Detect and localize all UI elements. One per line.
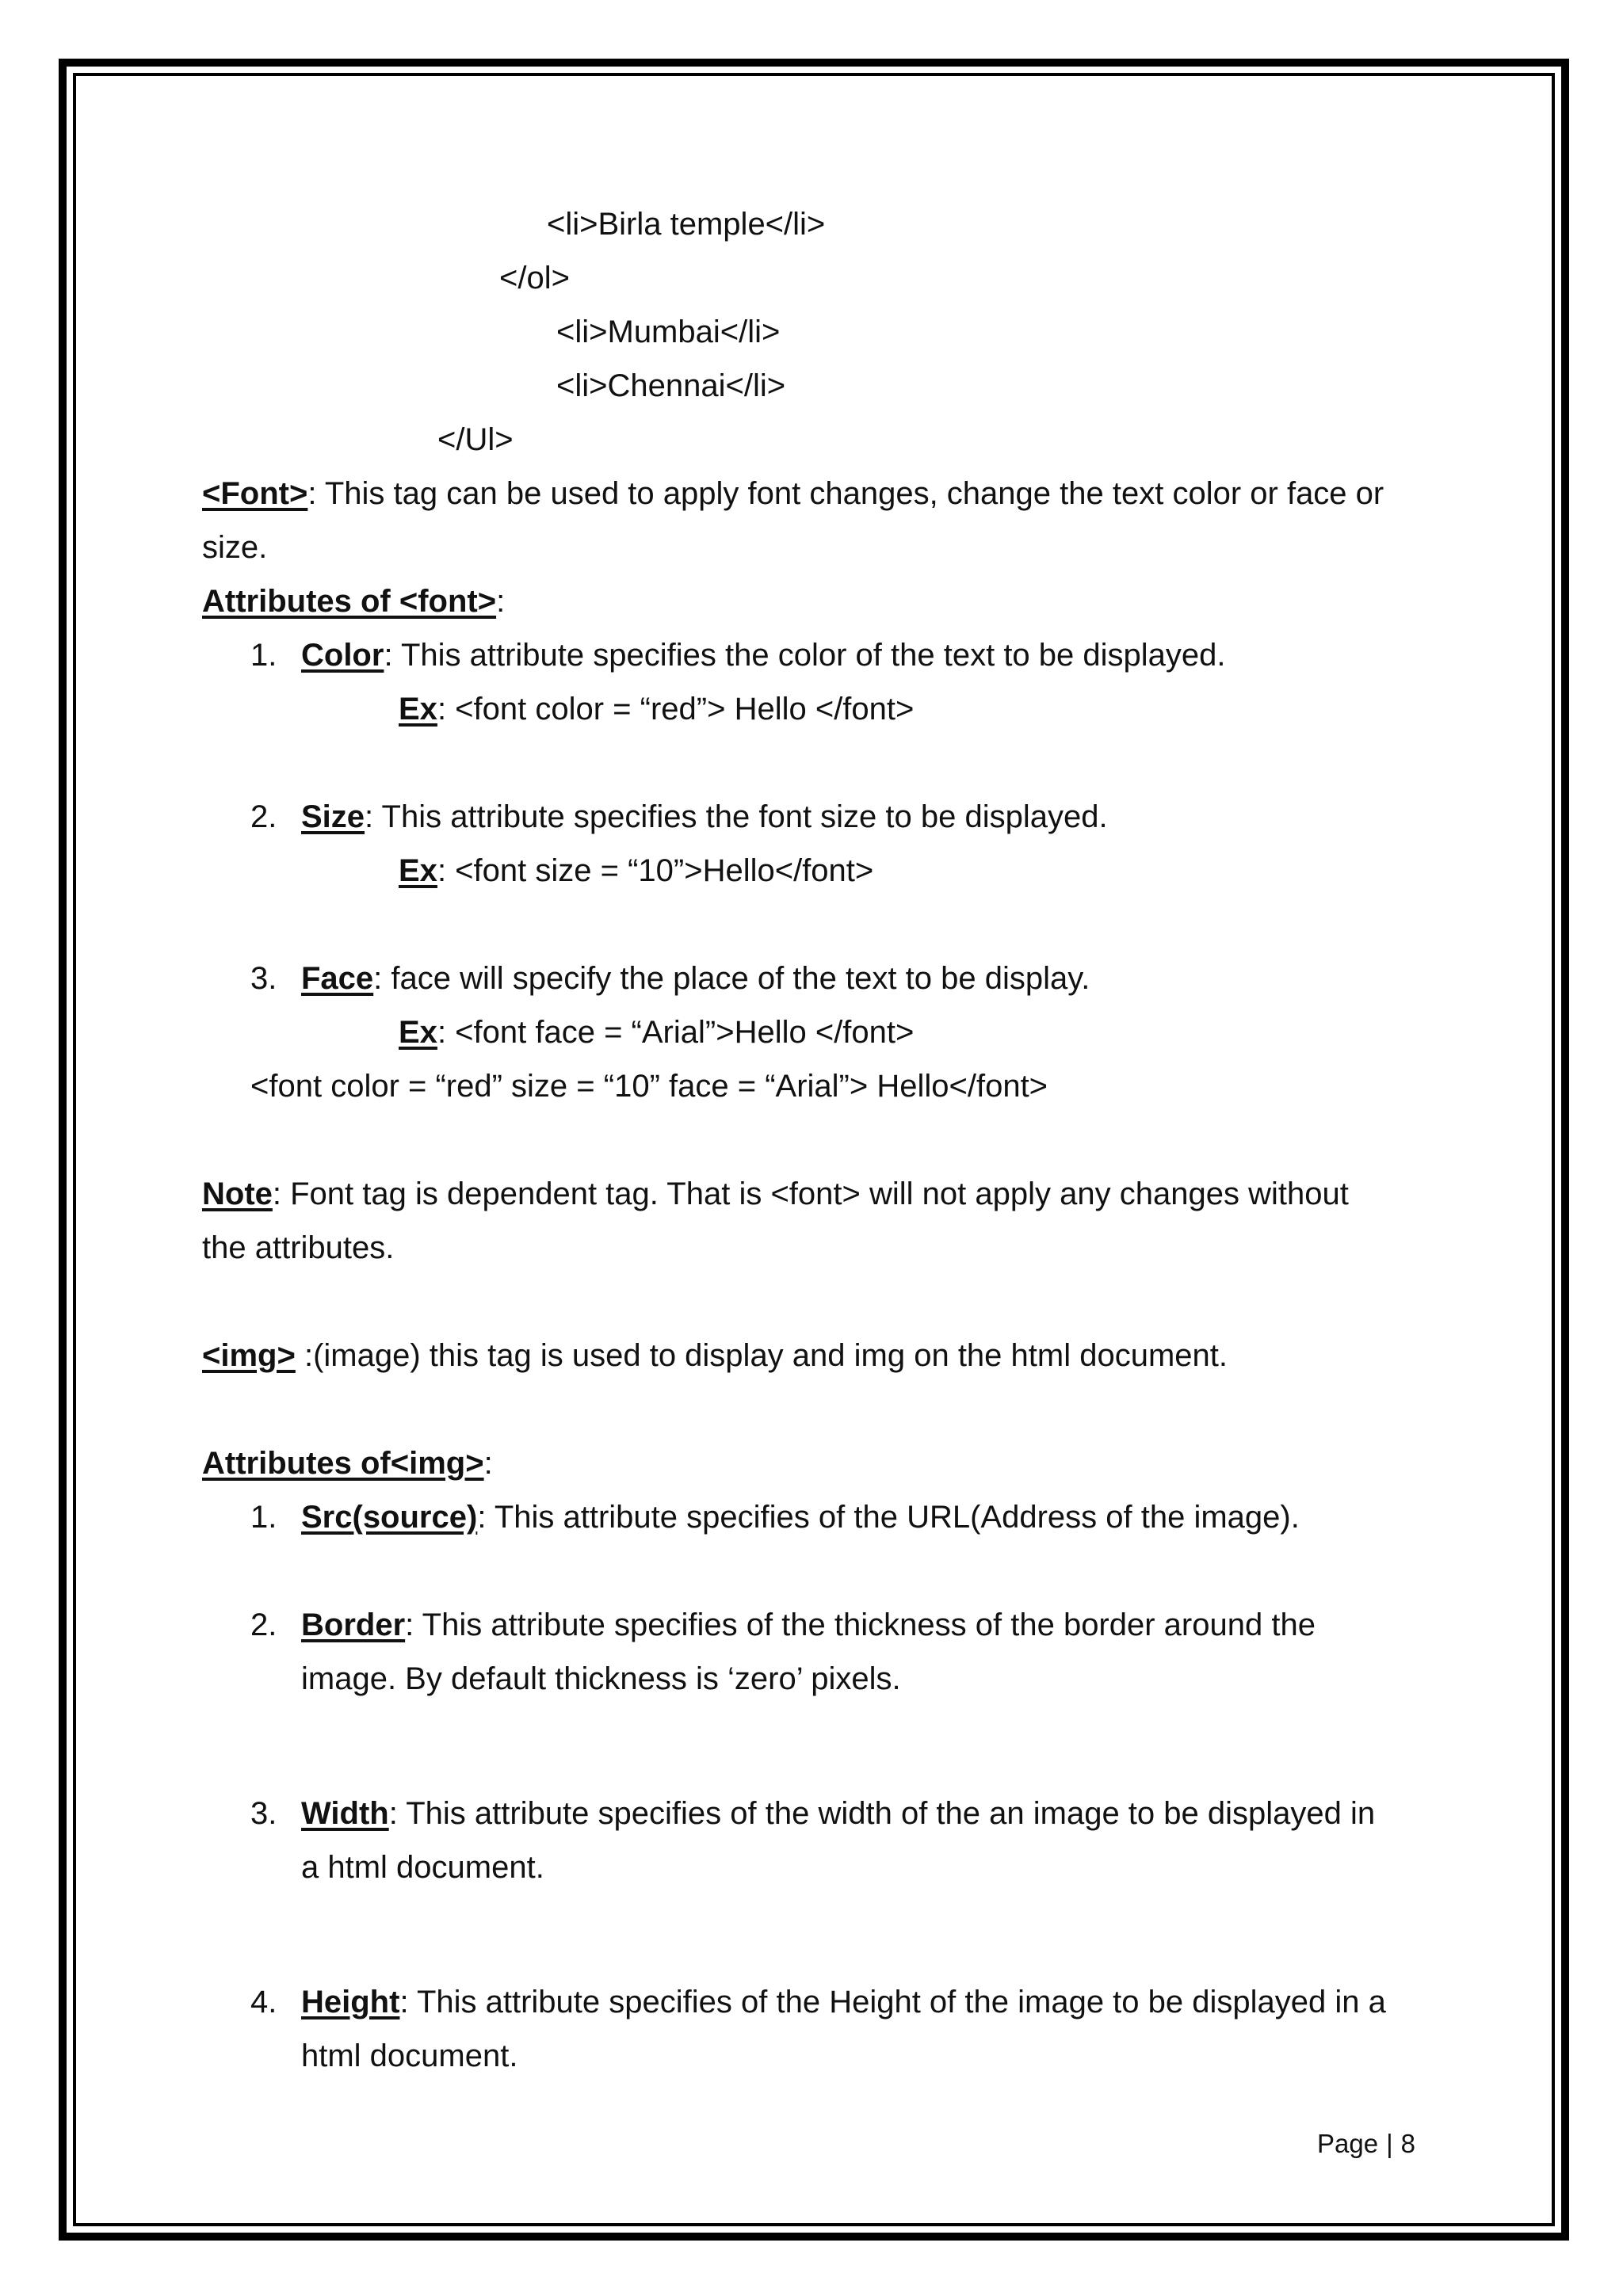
list-item: 4. Height: This attribute specifies of the Height of the image to be displayed in a [250, 1985, 1386, 2019]
font-tag-label: <Font> [202, 476, 308, 511]
note-label: Note [202, 1177, 273, 1211]
list-item: 2. Size: This attribute specifies the font size to be displayed. [250, 799, 1108, 834]
code-line: </ol> [499, 261, 570, 296]
combined-example: <font color = “red” size = “10” face = “Arial”> Hello</font> [250, 1069, 1048, 1104]
attribute-name: Size [301, 799, 365, 834]
list-item-cont: html document. [301, 2039, 518, 2073]
img-tag-label: <img> [202, 1338, 296, 1373]
page-footer [1317, 2128, 1415, 2160]
example-line: Ex: <font color = “red”> Hello </font> [399, 692, 915, 727]
page-number: 8 [1400, 2129, 1416, 2158]
img-attributes-heading-label: Attributes of<img> [202, 1446, 484, 1481]
list-item: 3. Width: This attribute specifies of the width of the an image to be displayed in [250, 1796, 1376, 1831]
list-item: 3. Face: face will specify the place of the text to be display. [250, 961, 1090, 996]
list-item: 1. Src(source): This attribute specifies of the URL(Address of the image). [250, 1500, 1300, 1535]
attribute-name: Face [301, 961, 374, 996]
page-border-inner [73, 73, 1555, 2226]
font-attributes-heading-label: Attributes of <font> [202, 584, 497, 619]
img-attributes-heading: Attributes of<img>: [202, 1446, 493, 1481]
note-line: Note: Font tag is dependent tag. That is <font> will not apply any changes without [202, 1177, 1349, 1211]
code-line: <li>Birla temple</li> [547, 207, 826, 242]
font-tag-description [202, 474, 1384, 513]
list-item-cont: image. By default thickness is ‘zero’ pixels. [301, 1661, 901, 1696]
list-item: 1. Color: This attribute specifies the color of the text to be displayed. [250, 638, 1226, 673]
example-label: Ex [399, 1015, 437, 1050]
img-tag-description: <img> :(image) this tag is used to display and img on the html document. [202, 1338, 1228, 1373]
attribute-name: Src(source) [301, 1500, 478, 1535]
list-item-cont: a html document. [301, 1850, 544, 1885]
example-line: Ex: <font size = “10”>Hello</font> [399, 853, 874, 888]
list-item: 2. Border: This attribute specifies of the thickness of the border around the [250, 1608, 1316, 1642]
example-label: Ex [399, 692, 437, 727]
page-label: Page [1317, 2129, 1379, 2158]
note-line-cont: the attributes. [202, 1230, 395, 1265]
font-attributes-heading: Attributes of <font>: [202, 584, 506, 619]
code-line: <li>Chennai</li> [556, 368, 786, 403]
font-tag-text: : This tag can be used to apply font changes, change the text color or face or [307, 476, 1384, 511]
attribute-name: Border [301, 1608, 406, 1642]
attribute-name: Color [301, 638, 384, 673]
code-line: </Ul> [437, 422, 514, 457]
example-label: Ex [399, 853, 437, 888]
font-tag-description-cont: size. [202, 530, 268, 565]
page-separator: | [1386, 2129, 1393, 2158]
example-line: Ex: <font face = “Arial”>Hello </font> [399, 1015, 915, 1050]
attribute-name: Width [301, 1796, 389, 1831]
attribute-name: Height [301, 1985, 400, 2019]
code-line: <li>Mumbai</li> [556, 315, 781, 349]
